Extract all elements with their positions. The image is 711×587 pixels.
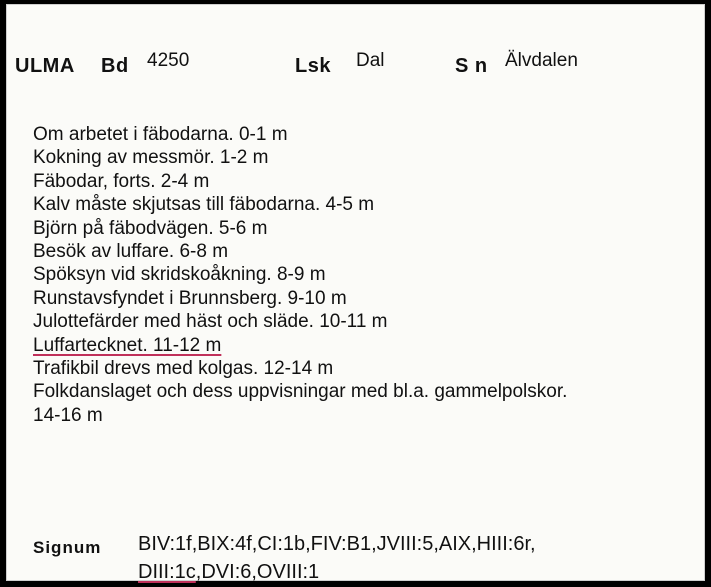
card-paper (6, 4, 705, 581)
list-item: Fäbodar, forts. 2-4 m (33, 170, 210, 192)
list-item: Trafikbil drevs med kolgas. 12-14 m (33, 358, 334, 380)
list-item: Folkdanslaget och dess uppvisningar med bl.a. gammelpolskor. (33, 381, 568, 403)
list-item: Besök av luffare. 6-8 m (33, 241, 229, 263)
signum-codes-line2: ,DVI:6,OVIII:1 (195, 561, 320, 583)
list-item: Spöksyn vid skridskoåkning. 8-9 m (33, 264, 326, 286)
list-item: Julottefärder med häst och släde. 10-11 m (33, 311, 388, 333)
signum-codes (138, 530, 698, 586)
sn-value: Älvdalen (505, 50, 578, 71)
sn-label: S n (455, 55, 488, 77)
signum-codes-line1: BIV:1f,BIX:4f,CI:1b,FIV:B1,JVIII:5,AIX,HIII:6r, (138, 533, 536, 555)
list-item: 14-16 m (33, 404, 103, 426)
signum-label: Signum (33, 538, 102, 557)
contents-list (33, 123, 703, 427)
bd-label: Bd (101, 55, 129, 77)
list-item: Kokning av messmör. 1-2 m (33, 147, 269, 169)
signum-code-underlined: DIII:1c (138, 561, 196, 583)
ulma-label: ULMA (15, 55, 75, 77)
lsk-label: Lsk (295, 55, 331, 77)
lsk-value: Dal (356, 50, 385, 71)
list-item: Kalv måste skjutsas till fäbodarna. 4-5 m (33, 194, 375, 216)
list-item: Om arbetet i fäbodarna. 0-1 m (33, 124, 288, 145)
bd-value: 4250 (147, 50, 190, 71)
list-item-underlined: Luffartecknet. 11-12 m (33, 334, 222, 356)
card-header (15, 49, 705, 79)
list-item: Björn på fäbodvägen. 5-6 m (33, 217, 268, 239)
list-item: Runstavsfyndet i Brunnsberg. 9-10 m (33, 287, 347, 309)
